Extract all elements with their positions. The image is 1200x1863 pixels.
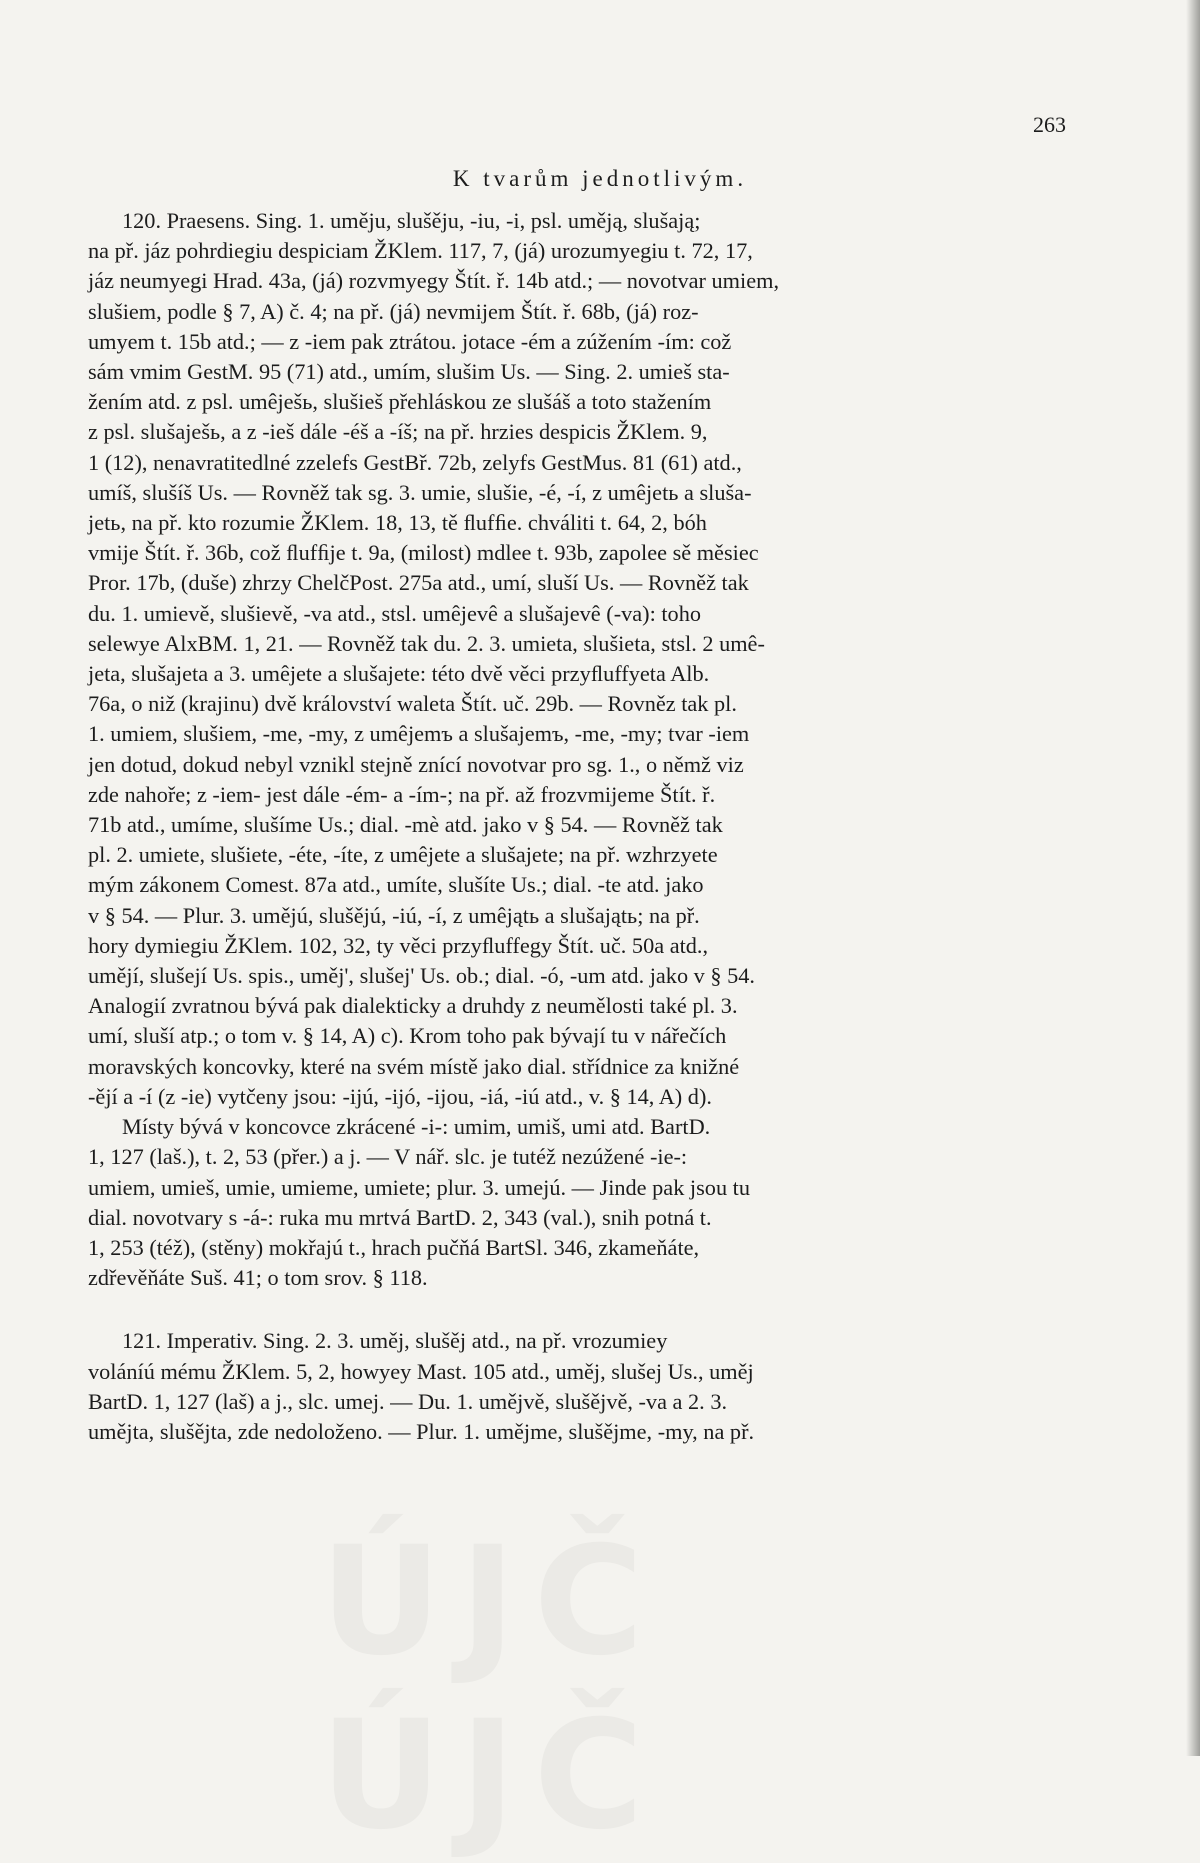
text-line: umějta, slušějta, zde nedoloženo. — Plur. 1. umějme, slušějme, -my, na př. xyxy=(88,1418,755,1444)
text-line: žením atd. z psl. umêješь, slušieš přehláskou ze slušáš a toto stažením xyxy=(88,389,712,415)
text-line: zde nahoře; z -iem- jest dále -ém- a -ím-; na př. až frozvmijeme Štít. ř. xyxy=(88,781,716,807)
text-line: vmije Štít. ř. 36b, což ﬂufﬁje t. 9a, (milost) mdlee t. 93b, zapolee sě měsiec xyxy=(88,540,759,566)
text-line: na př. jáz pohrdiegiu despiciam ŽKlem. 117, 7, (já) urozumyegiu t. 72, 17, xyxy=(88,238,753,264)
text-line: du. 1. umievě, slušievě, -va atd., stsl. umêjevê a slušajevê (-va): toho xyxy=(88,600,702,626)
text-line: dial. novotvary s -á-: ruka mu mrtvá BartD. 2, 343 (val.), snih potná t. xyxy=(88,1204,712,1230)
watermark-text xyxy=(320,1515,662,1863)
text-line: BartD. 1, 127 (laš) a j., slc. umej. — Du. 1. umějvě, slušějvě, -va a 2. 3. xyxy=(88,1388,728,1414)
text-line: umiem, umieš, umie, umieme, umiete; plur. 3. umejú. — Jinde pak jsou tu xyxy=(88,1174,751,1200)
page-number: 263 xyxy=(1033,112,1066,137)
text-line: sám vmim GestM. 95 (71) atd., umím, slušim Us. — Sing. 2. umieš sta- xyxy=(88,359,730,385)
text-line: Pror. 17b, (duše) zhrzy ChelčPost. 275a atd., umí, sluší Us. — Rovněž tak xyxy=(88,570,749,596)
text-line: 1. umiem, slušiem, -me, -my, z umêjemъ a slušajemъ, -me, -my; tvar -iem xyxy=(88,721,750,747)
text-line: 121. Imperativ. Sing. 2. 3. uměj, slušěj atd., na př. vrozumiey xyxy=(122,1328,668,1354)
text-line: jen dotud, dokud nebyl vznikl stejně znící novotvar pro sg. 1., o němž viz xyxy=(88,751,744,777)
page-edge-shadow xyxy=(1186,0,1200,1756)
text-line: 76a, o niž (krajinu) dvě království waleta Štít. uč. 29b. — Rovněz tak pl. xyxy=(88,691,737,717)
text-line: umí, sluší atp.; o tom v. § 14, A) c). Krom toho pak bývají tu v nářečích xyxy=(88,1023,727,1049)
text-line: 1, 253 (též), (stěny) mokřajú t., hrach pučňá BartSl. 346, zkameňáte, xyxy=(88,1234,700,1260)
text-line: 120. Praesens. Sing. 1. uměju, slušěju, -iu, -i, psl. uměją, slušają; xyxy=(122,208,701,233)
text-line: zdřevěňáte Suš. 41; o tom srov. § 118. xyxy=(88,1265,428,1291)
text-line: umějí, slušejí Us. spis., uměj', slušej' Us. ob.; dial. -ó, -um atd. jako v § 54. xyxy=(88,963,755,989)
running-head: K tvarům jednotlivým. xyxy=(452,166,748,191)
text-line: slušiem, podle § 7, A) č. 4; na př. (já) nevmijem Štít. ř. 68b, (já) roz- xyxy=(88,298,699,324)
text-line: z psl. slušaješь, a z -ieš dále -éš a -íš; na př. hrzies despicis ŽKlem. 9, xyxy=(88,419,708,445)
text-line: jeta, slušajeta a 3. umêjete a slušajete: této dvě věci przyﬂuffyeta Alb. xyxy=(88,661,710,687)
text-line: Místy bývá v koncovce zkrácené -i-: umim, umiš, umi atd. BartD. xyxy=(122,1114,711,1140)
text-line: selewye AlxBM. 1, 21. — Rovněž tak du. 2. 3. umieta, slušieta, stsl. 2 umê- xyxy=(88,630,765,656)
text-line: 71b atd., umíme, slušíme Us.; dial. -mè atd. jako v § 54. — Rovněž tak xyxy=(88,812,723,838)
text-line: mým zákonem Comest. 87a atd., umíte, slušíte Us.; dial. -te atd. jako xyxy=(88,872,704,898)
text-line: hory dymiegiu ŽKlem. 102, 32, ty věci przyﬂuffegy Štít. uč. 50a atd., xyxy=(88,932,709,958)
text-line: -ějí a -í (z -ie) vytčeny jsou: -ijú, -ijó, -ijou, -iá, -iú atd., v. § 14, A) d). xyxy=(88,1083,712,1109)
paragraph-120-praesens xyxy=(88,206,1048,1112)
text-line: umíš, slušíš Us. — Rovněž tak sg. 3. umie, slušie, -é, -í, z umêjetь a sluša- xyxy=(88,479,752,505)
ujc-watermark xyxy=(320,1515,880,1685)
body-text xyxy=(88,206,1048,1447)
text-line: moravských koncovky, které na svém místě jako dial. střídnice za knižné xyxy=(88,1053,740,1079)
text-line: umyem t. 15b atd.; — z -iem pak ztrátou. jotace -ém a zúžením -ím: což xyxy=(88,328,732,354)
text-line: jetь, na př. kto rozumie ŽKlem. 18, 13, tě ﬂufﬁe. chváliti t. 64, 2, bóh xyxy=(88,510,707,536)
text-line: pl. 2. umiete, slušiete, -éte, -íte, z umêjete a slušajete; na př. wzhrzyete xyxy=(88,842,718,868)
text-line: 1, 127 (laš.), t. 2, 53 (přer.) a j. — V nář. slc. je tutéž nezúžené -ie-: xyxy=(88,1144,688,1170)
text-line: Analogií zvratnou bývá pak dialekticky a druhdy z neumělosti také pl. 3. xyxy=(88,993,738,1019)
text-line: 1 (12), nenavratitedlné zzelefs GestBř. 72b, zelyfs GestMus. 81 (61) atd., xyxy=(88,449,742,475)
text-line: voláníú mému ŽKlem. 5, 2, howyey Mast. 105 atd., uměj, slušej Us., uměj xyxy=(88,1358,754,1384)
text-line: v § 54. — Plur. 3. umějú, slušějú, -iú, -í, z umêjątь a slušajątь; na př. xyxy=(88,902,700,928)
paragraph-121-imperativ xyxy=(88,1326,1048,1447)
text-line: jáz neumyegi Hrad. 43a, (já) rozvmyegy Štít. ř. 14b atd.; — novotvar umiem, xyxy=(88,268,780,294)
paragraph-shortened-forms xyxy=(88,1112,1048,1293)
